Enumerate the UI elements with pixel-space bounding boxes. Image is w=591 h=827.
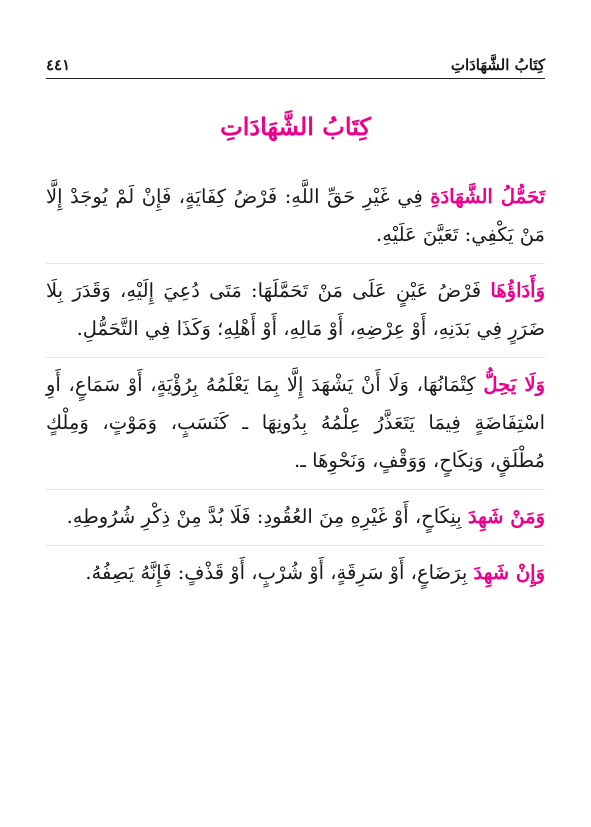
page-header [46, 52, 545, 79]
paragraph-text: بِنِكَاحٍ، أَوْ غَيْرِهِ مِنَ العُقُودِ: فَلَا بُدَّ مِنْ ذِكْرِ شُرُوطِهِ. [66, 505, 468, 528]
paragraph [46, 489, 545, 536]
book-title: كِتَابُ الشَّهَادَاتِ [220, 112, 371, 141]
main-text [46, 178, 545, 601]
paragraph [46, 545, 545, 592]
paragraph-lead: وَلَا يَحِلُّ [483, 373, 546, 396]
paragraph-text: كِتْمَانُهَا، وَلَا أَنْ يَشْهَدَ إِلَّا بِمَا يَعْلَمُهُ بِرُؤْيَةٍ، أَوْ سَمَاعٍ، أَوِ اسْتِفَاضَةٍ فِيمَا يَتَعَذَّرُ عِلْمُهُ بِدُونِهَا ـ كَنَسَبٍ، وَمَوْتٍ، وَمِلْكٍ مُطْلَقٍ، وَنِكَاحٍ، وَوَقْفٍ، وَنَحْوِهَا ـ. [46, 373, 545, 472]
paragraph-lead: تَحَمُّلُ الشَّهَادَةِ [430, 185, 545, 208]
paragraph-lead: وَمَنْ شَهِدَ [467, 505, 545, 528]
paragraph-text: بِرَضَاعٍ، أَوْ سَرِقَةٍ، أَوْ شُرْبٍ، أَوْ قَذْفٍ: فَإِنَّهُ يَصِفُهُ. [85, 561, 474, 584]
running-title: كِتَابُ الشَّهَادَاتِ [450, 56, 545, 74]
paragraph-text: فِي غَيْرِ حَقِّ اللَّهِ: فَرْضُ كِفَايَةٍ، فَإِنْ لَمْ يُوجَدْ إِلَّا مَنْ يَكْفِي: تَعَيَّنَ عَلَيْهِ. [46, 185, 545, 246]
paragraph-text: فَرْضُ عَيْنٍ عَلَى مَنْ تَحَمَّلَهَا: مَتَى دُعِيَ إِلَيْهِ، وَقَدَرَ بِلَا ضَرَرٍ فِي بَدَنِهِ، أَوْ عِرْضِهِ، أَوْ مَالِهِ، أَوْ أَهْلِهِ؛ وَكَذَا فِي التَّحَمُّلِ. [46, 279, 545, 340]
paragraph [46, 263, 545, 348]
paragraph-lead: وَإِنْ شَهِدَ [473, 561, 545, 584]
paragraph [46, 357, 545, 480]
page-number: ٤٤١ [46, 56, 71, 74]
paragraph-lead: وَأَدَاؤُهَا [490, 279, 545, 302]
paragraph [46, 178, 545, 254]
